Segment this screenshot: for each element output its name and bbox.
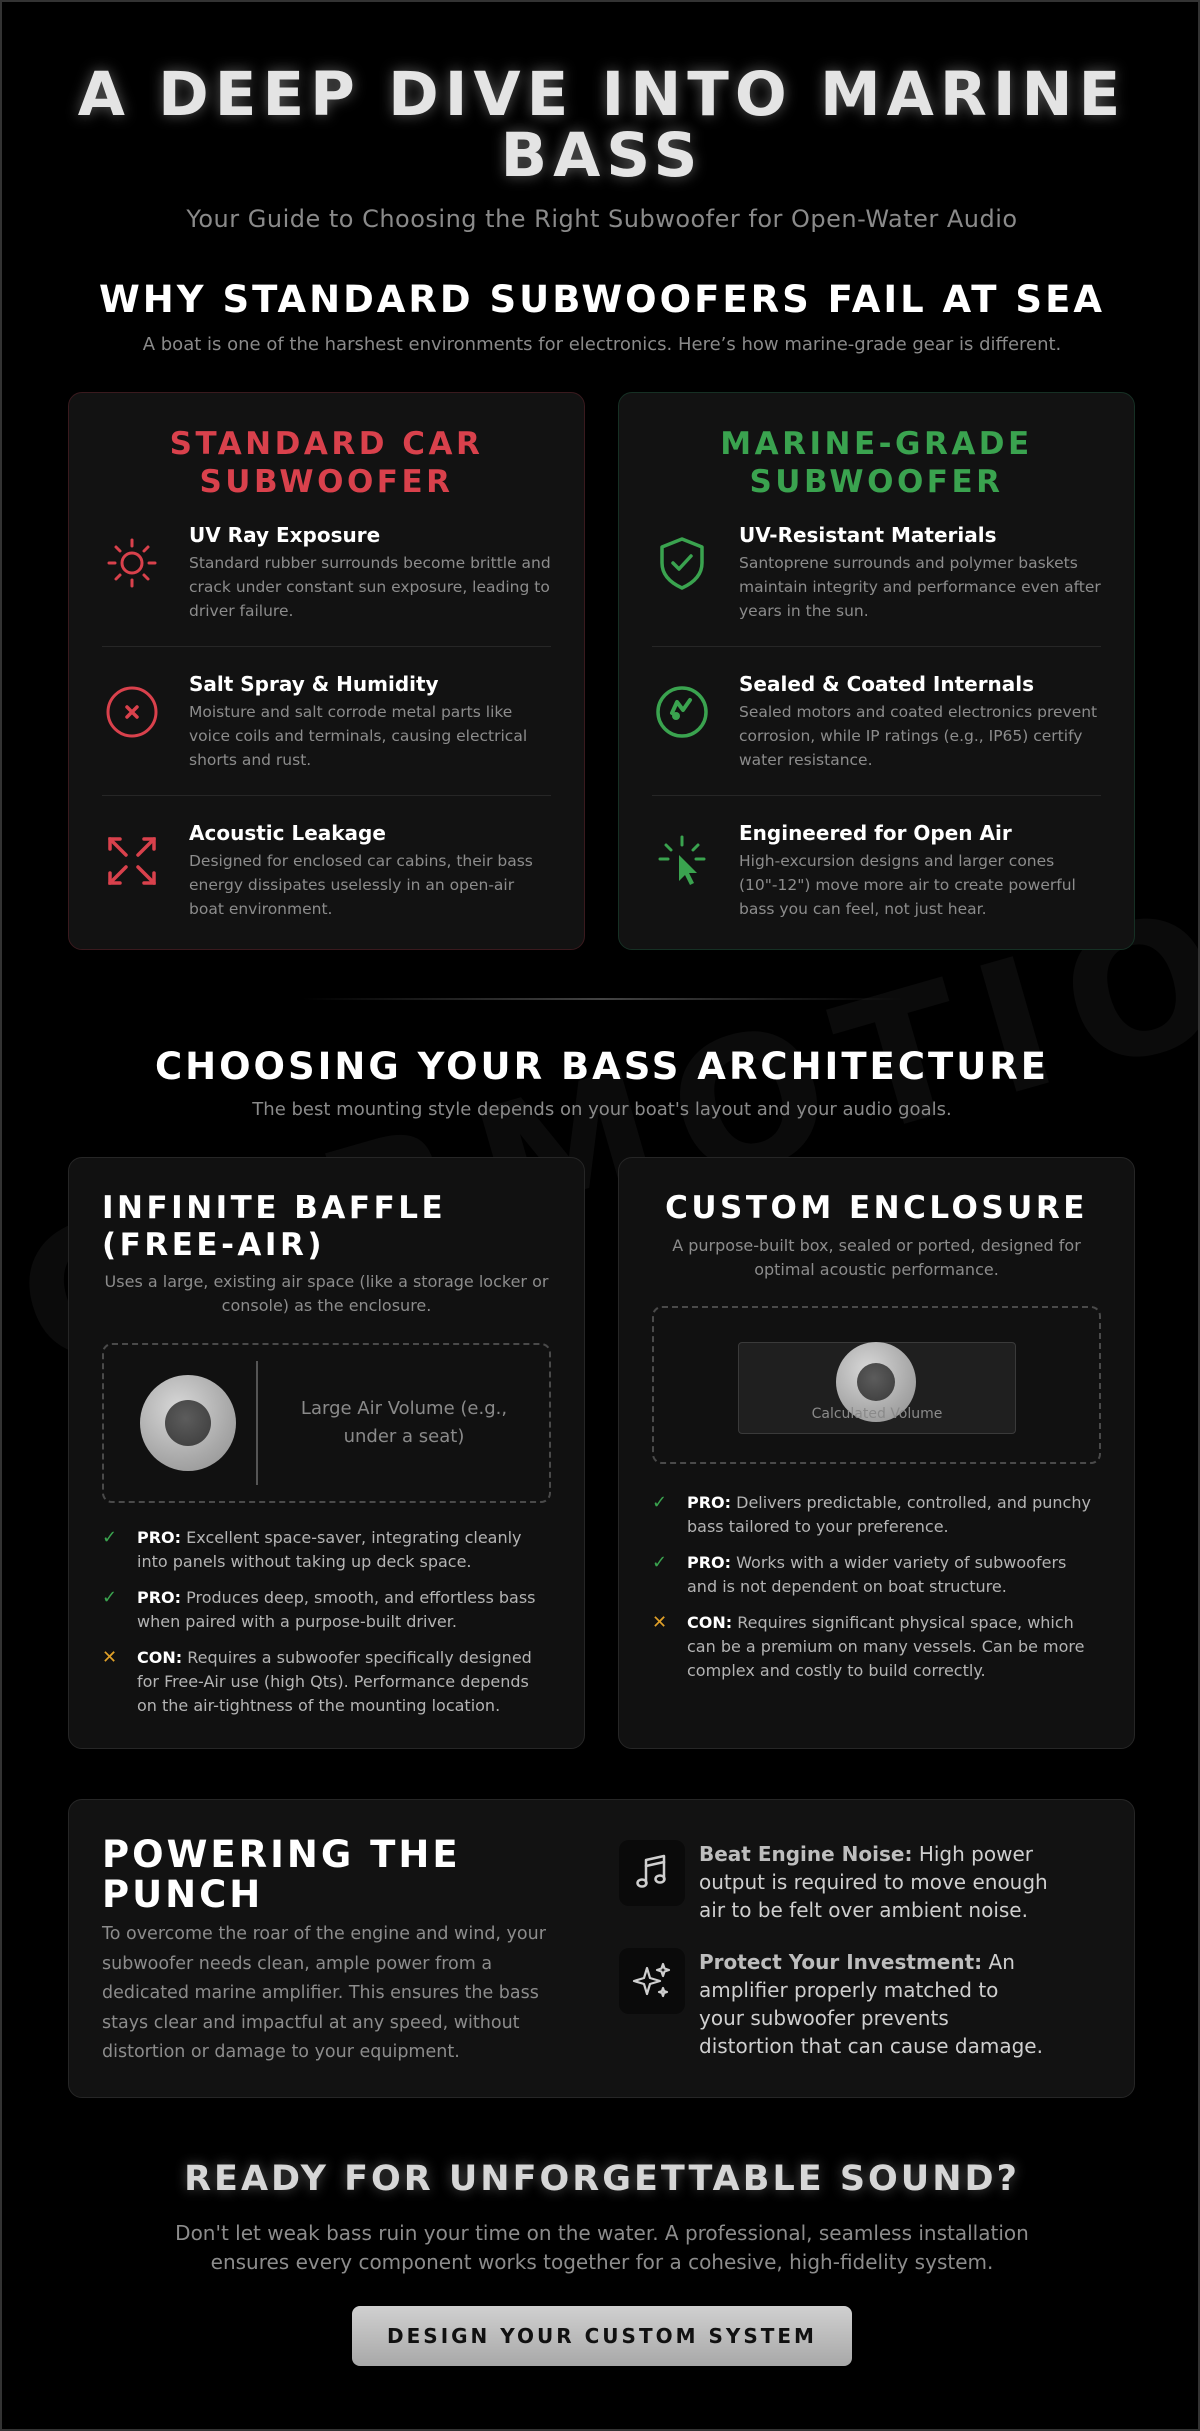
- expand-arrows-icon: [102, 831, 162, 891]
- feature-desc: Moisture and salt corrode metal parts like voice coils and terminals, causing electrical shorts and rust.: [189, 703, 528, 769]
- pro-text: Excellent space-saver, integrating cleanly into panels without taking up deck space.: [137, 1528, 522, 1571]
- standard-card-title: STANDARD CAR SUBWOOFER: [169, 426, 484, 500]
- cta-desc: Don't let weak bass ruin your time on the water. A professional, seamless installation ensures every component works together for a cohesive, high-fidelity system.: [175, 2221, 1029, 2274]
- hero-subtitle: Your Guide to Choosing the Right Subwoofer for Open-Water Audio: [186, 205, 1018, 233]
- divider: [652, 646, 1101, 647]
- power-item-text: High power output is required to move enough air to be felt over ambient noise.: [699, 1842, 1048, 1922]
- standard-subwoofer-card: [68, 392, 585, 950]
- feature-title: Sealed & Coated Internals: [739, 672, 1035, 696]
- power-item-tag: Beat Engine Noise:: [699, 1842, 913, 1866]
- music-note-icon: [619, 1840, 685, 1906]
- feature-acoustic-leakage: [102, 821, 551, 956]
- pro-text: Produces deep, smooth, and effortless bass when paired with a purpose-built driver.: [137, 1588, 536, 1631]
- marine-card-title: MARINE-GRADE SUBWOOFER: [720, 426, 1033, 500]
- custom-enclosure-title: CUSTOM ENCLOSURE: [665, 1190, 1088, 1226]
- subwoofer-cone: [857, 1363, 895, 1401]
- x-icon: ✕: [102, 1647, 118, 1668]
- arch-subheading: The best mounting style depends on your boat's layout and your audio goals.: [252, 1099, 952, 1120]
- check-icon: ✓: [652, 1492, 668, 1513]
- feature-desc: High-excursion designs and larger cones (10"-12") move more air to create powerful bass you can feel, not just hear.: [739, 852, 1076, 918]
- x-icon: ✕: [652, 1612, 668, 1633]
- pro-text: Delivers predictable, controlled, and punchy bass tailored to your preference.: [687, 1493, 1091, 1536]
- hero-title: A DEEP DIVE INTO MARINE BASS: [77, 59, 1127, 191]
- subwoofer-graphic: [140, 1375, 236, 1471]
- con-tag: CON:: [137, 1648, 183, 1667]
- marine-subwoofer-card: [618, 392, 1135, 950]
- design-custom-system-button[interactable]: DESIGN YOUR CUSTOM SYSTEM: [352, 2306, 852, 2366]
- shield-check-icon: [652, 533, 712, 593]
- feature-desc: Designed for enclosed car cabins, their bass energy dissipates uselessly in an open-air boat environment.: [189, 852, 533, 918]
- section-divider: [302, 998, 902, 1000]
- x-circle-icon: [102, 682, 162, 742]
- air-volume-label: Large Air Volume (e.g., under a seat): [300, 1398, 508, 1447]
- feature-title: Salt Spray & Humidity: [189, 672, 439, 696]
- custom-enclosure-desc: A purpose-built box, sealed or ported, designed for optimal acoustic performance.: [672, 1236, 1081, 1279]
- power-item-text: An amplifier properly matched to your subwoofer prevents distortion that can cause damage.: [699, 1950, 1043, 2058]
- con-item: [652, 1611, 1101, 1685]
- pro-item: [652, 1551, 1101, 1601]
- infinite-baffle-card: [68, 1157, 585, 1749]
- power-item-tag: Protect Your Investment:: [699, 1950, 983, 1974]
- pro-item: [102, 1526, 551, 1576]
- divider: [102, 646, 551, 647]
- calculated-volume-label: Calculated Volume: [811, 1406, 943, 1422]
- feature-uv-exposure: [102, 523, 551, 658]
- pro-item: [102, 1586, 551, 1636]
- baffle-wall: [256, 1361, 258, 1485]
- pro-text: Works with a wider variety of subwoofers and is not dependent on boat structure.: [687, 1553, 1067, 1596]
- feature-title: UV Ray Exposure: [189, 523, 381, 547]
- why-heading: WHY STANDARD SUBWOOFERS FAIL AT SEA: [99, 278, 1105, 321]
- infinite-baffle-title: INFINITE BAFFLE (FREE-AIR): [102, 1190, 447, 1263]
- check-icon: ✓: [102, 1587, 118, 1608]
- check-icon: ✓: [102, 1527, 118, 1548]
- feature-salt-spray: [102, 672, 551, 807]
- con-tag: CON:: [687, 1613, 733, 1632]
- sealed-circle-icon: [652, 682, 712, 742]
- con-item: [102, 1646, 551, 1720]
- feature-title: Engineered for Open Air: [739, 821, 1012, 845]
- power-desc: To overcome the roar of the engine and wind, your subwoofer needs clean, ample power from a dedicated marine amplifier. This ensures the bass stays clear and impactful at any speed, without distortion or damage to your equipment.: [102, 1924, 546, 2062]
- infinite-baffle-desc: Uses a large, existing air space (like a storage locker or console) as the enclosure.: [104, 1272, 549, 1315]
- pro-tag: PRO:: [137, 1588, 182, 1607]
- free-air-diagram: [102, 1343, 551, 1503]
- enclosure-diagram: [652, 1306, 1101, 1464]
- divider: [102, 795, 551, 796]
- feature-sealed-internals: [652, 672, 1101, 807]
- custom-enclosure-card: [618, 1157, 1135, 1749]
- pro-tag: PRO:: [687, 1553, 732, 1572]
- check-icon: ✓: [652, 1552, 668, 1573]
- feature-desc: Standard rubber surrounds become brittle and crack under constant sun exposure, leading to driver failure.: [189, 554, 551, 620]
- power-card: [68, 1799, 1135, 2098]
- feature-title: UV-Resistant Materials: [739, 523, 997, 547]
- power-item-protect: [619, 1948, 1049, 2058]
- cursor-burst-icon: [652, 831, 712, 891]
- sparkles-icon: [619, 1948, 685, 2014]
- feature-uv-resistant: [652, 523, 1101, 658]
- why-subheading: A boat is one of the harshest environments for electronics. Here’s how marine-grade gear is different.: [142, 334, 1062, 355]
- feature-desc: Santoprene surrounds and polymer baskets maintain integrity and performance even after years in the sun.: [739, 554, 1101, 620]
- divider: [652, 795, 1101, 796]
- feature-desc: Sealed motors and coated electronics prevent corrosion, while IP ratings (e.g., IP65) certify water resistance.: [739, 703, 1098, 769]
- con-text: Requires significant physical space, which can be a premium on many vessels. Can be more complex and costly to build correctly.: [687, 1613, 1085, 1680]
- con-text: Requires a subwoofer specifically designed for Free-Air use (high Qts). Performance depends on the air-tightness of the mounting location.: [137, 1648, 532, 1715]
- pro-item: [652, 1491, 1101, 1541]
- power-title: POWERING THE PUNCH: [102, 1833, 461, 1916]
- pro-tag: PRO:: [137, 1528, 182, 1547]
- arch-heading: CHOOSING YOUR BASS ARCHITECTURE: [154, 1045, 1050, 1088]
- feature-open-air: [652, 821, 1101, 956]
- feature-title: Acoustic Leakage: [189, 821, 386, 845]
- subwoofer-cone: [165, 1400, 211, 1446]
- power-item-engine-noise: [619, 1840, 1049, 1930]
- pro-tag: PRO:: [687, 1493, 732, 1512]
- cta-title: READY FOR UNFORGETTABLE SOUND?: [184, 2159, 1020, 2199]
- sun-icon: [102, 533, 162, 593]
